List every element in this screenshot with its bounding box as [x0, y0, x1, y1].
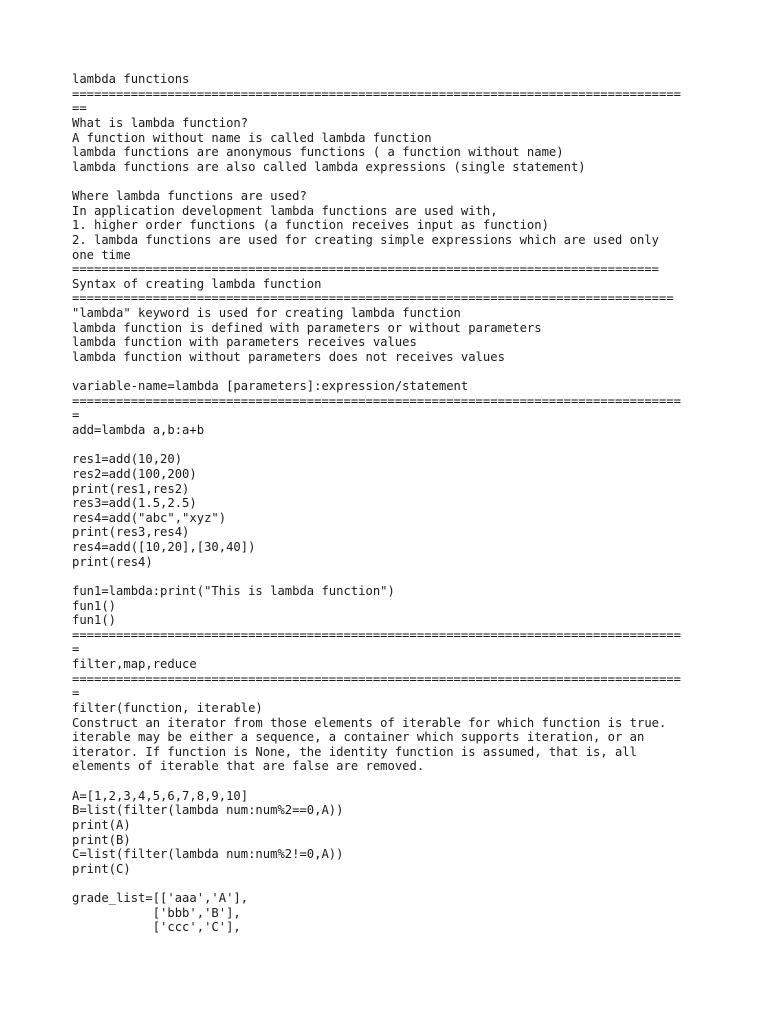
text-line: lambda functions are also called lambda expressions (single statement) — [72, 159, 586, 174]
text-line: res3=add(1.5,2.5) — [72, 496, 197, 511]
text-line: print(B) — [72, 832, 131, 847]
text-line: filter,map,reduce — [72, 657, 197, 671]
text-line: print(A) — [72, 817, 131, 832]
text-line: ['ccc','C'], — [72, 920, 241, 935]
text-line: =================================================================================== — [72, 393, 682, 408]
blank-line — [72, 174, 712, 189]
text-line: filter(function, iterable) — [72, 700, 263, 715]
text-line: add=lambda a,b:a+b — [72, 423, 205, 437]
text-line: lambda function with parameters receives values — [72, 335, 417, 350]
text-line: one time — [72, 247, 131, 262]
blank-line — [72, 365, 712, 380]
text-line: = — [72, 686, 80, 701]
text-line: res1=add(10,20) — [72, 452, 183, 467]
text-line: print(C) — [72, 861, 131, 876]
text-line: "lambda" keyword is used for creating lambda function — [72, 306, 461, 320]
text-line: iterable may be either a sequence, a container which supports iteration, or an — [72, 730, 645, 745]
blank-line — [72, 876, 712, 891]
text-line: fun1() — [72, 598, 117, 613]
blank-line — [72, 774, 712, 789]
text-line: A=[1,2,3,4,5,6,7,8,9,10] — [72, 788, 249, 803]
text-line: print(res1,res2) — [72, 481, 190, 496]
text-line: = — [72, 642, 80, 657]
text-line: A function without name is called lambda function — [72, 130, 432, 145]
text-line: Where lambda functions are used? — [72, 189, 307, 203]
text-line: res4=add([10,20],[30,40]) — [72, 540, 256, 554]
text-line: ['bbb','B'], — [72, 905, 241, 920]
text-line: ================================================================================== — [72, 291, 674, 306]
blank-line — [72, 569, 712, 584]
text-line: = — [72, 408, 80, 423]
text-line: In application development lambda functions are used with, — [72, 203, 498, 218]
text-line: res4=add("abc","xyz") — [72, 510, 227, 525]
text-line: fun1=lambda:print("This is lambda function") — [72, 583, 395, 598]
text-line: lambda function is defined with parameters or without parameters — [72, 320, 542, 335]
text-line: == — [72, 101, 87, 116]
text-line: Syntax of creating lambda function — [72, 276, 322, 291]
text-line: iterator. If function is None, the identity function is assumed, that is, all — [72, 744, 637, 759]
text-line: print(res3,res4) — [72, 525, 190, 540]
text-line: 1. higher order functions (a function receives input as function) — [72, 218, 549, 233]
text-line: Construct an iterator from those elements of iterable for which function is true. — [72, 715, 667, 730]
blank-line — [72, 438, 712, 453]
text-line: variable-name=lambda [parameters]:expression/statement — [72, 379, 469, 394]
text-line: print(res4) — [72, 554, 153, 569]
text-line: =================================================================================== — [72, 671, 682, 686]
text-line: fun1() — [72, 613, 117, 628]
text-line: lambda functions are anonymous functions ( a function without name) — [72, 145, 564, 160]
text-line: ================================================================================ — [72, 262, 659, 277]
text-line: =================================================================================== — [72, 86, 682, 101]
text-line: lambda functions — [72, 72, 190, 86]
text-line: res2=add(100,200) — [72, 466, 197, 481]
text-line: elements of iterable that are false are removed. — [72, 759, 425, 774]
text-line: C=list(filter(lambda num:num%2!=0,A)) — [72, 847, 344, 862]
text-line: grade_list=[['aaa','A'], — [72, 891, 249, 905]
document-page — [72, 72, 712, 935]
text-line: 2. lambda functions are used for creating simple expressions which are used only — [72, 232, 659, 247]
text-line: lambda function without parameters does not receives values — [72, 349, 505, 364]
text-line: =================================================================================== — [72, 627, 682, 642]
text-line: What is lambda function? — [72, 115, 249, 130]
text-line: B=list(filter(lambda num:num%2==0,A)) — [72, 803, 344, 818]
